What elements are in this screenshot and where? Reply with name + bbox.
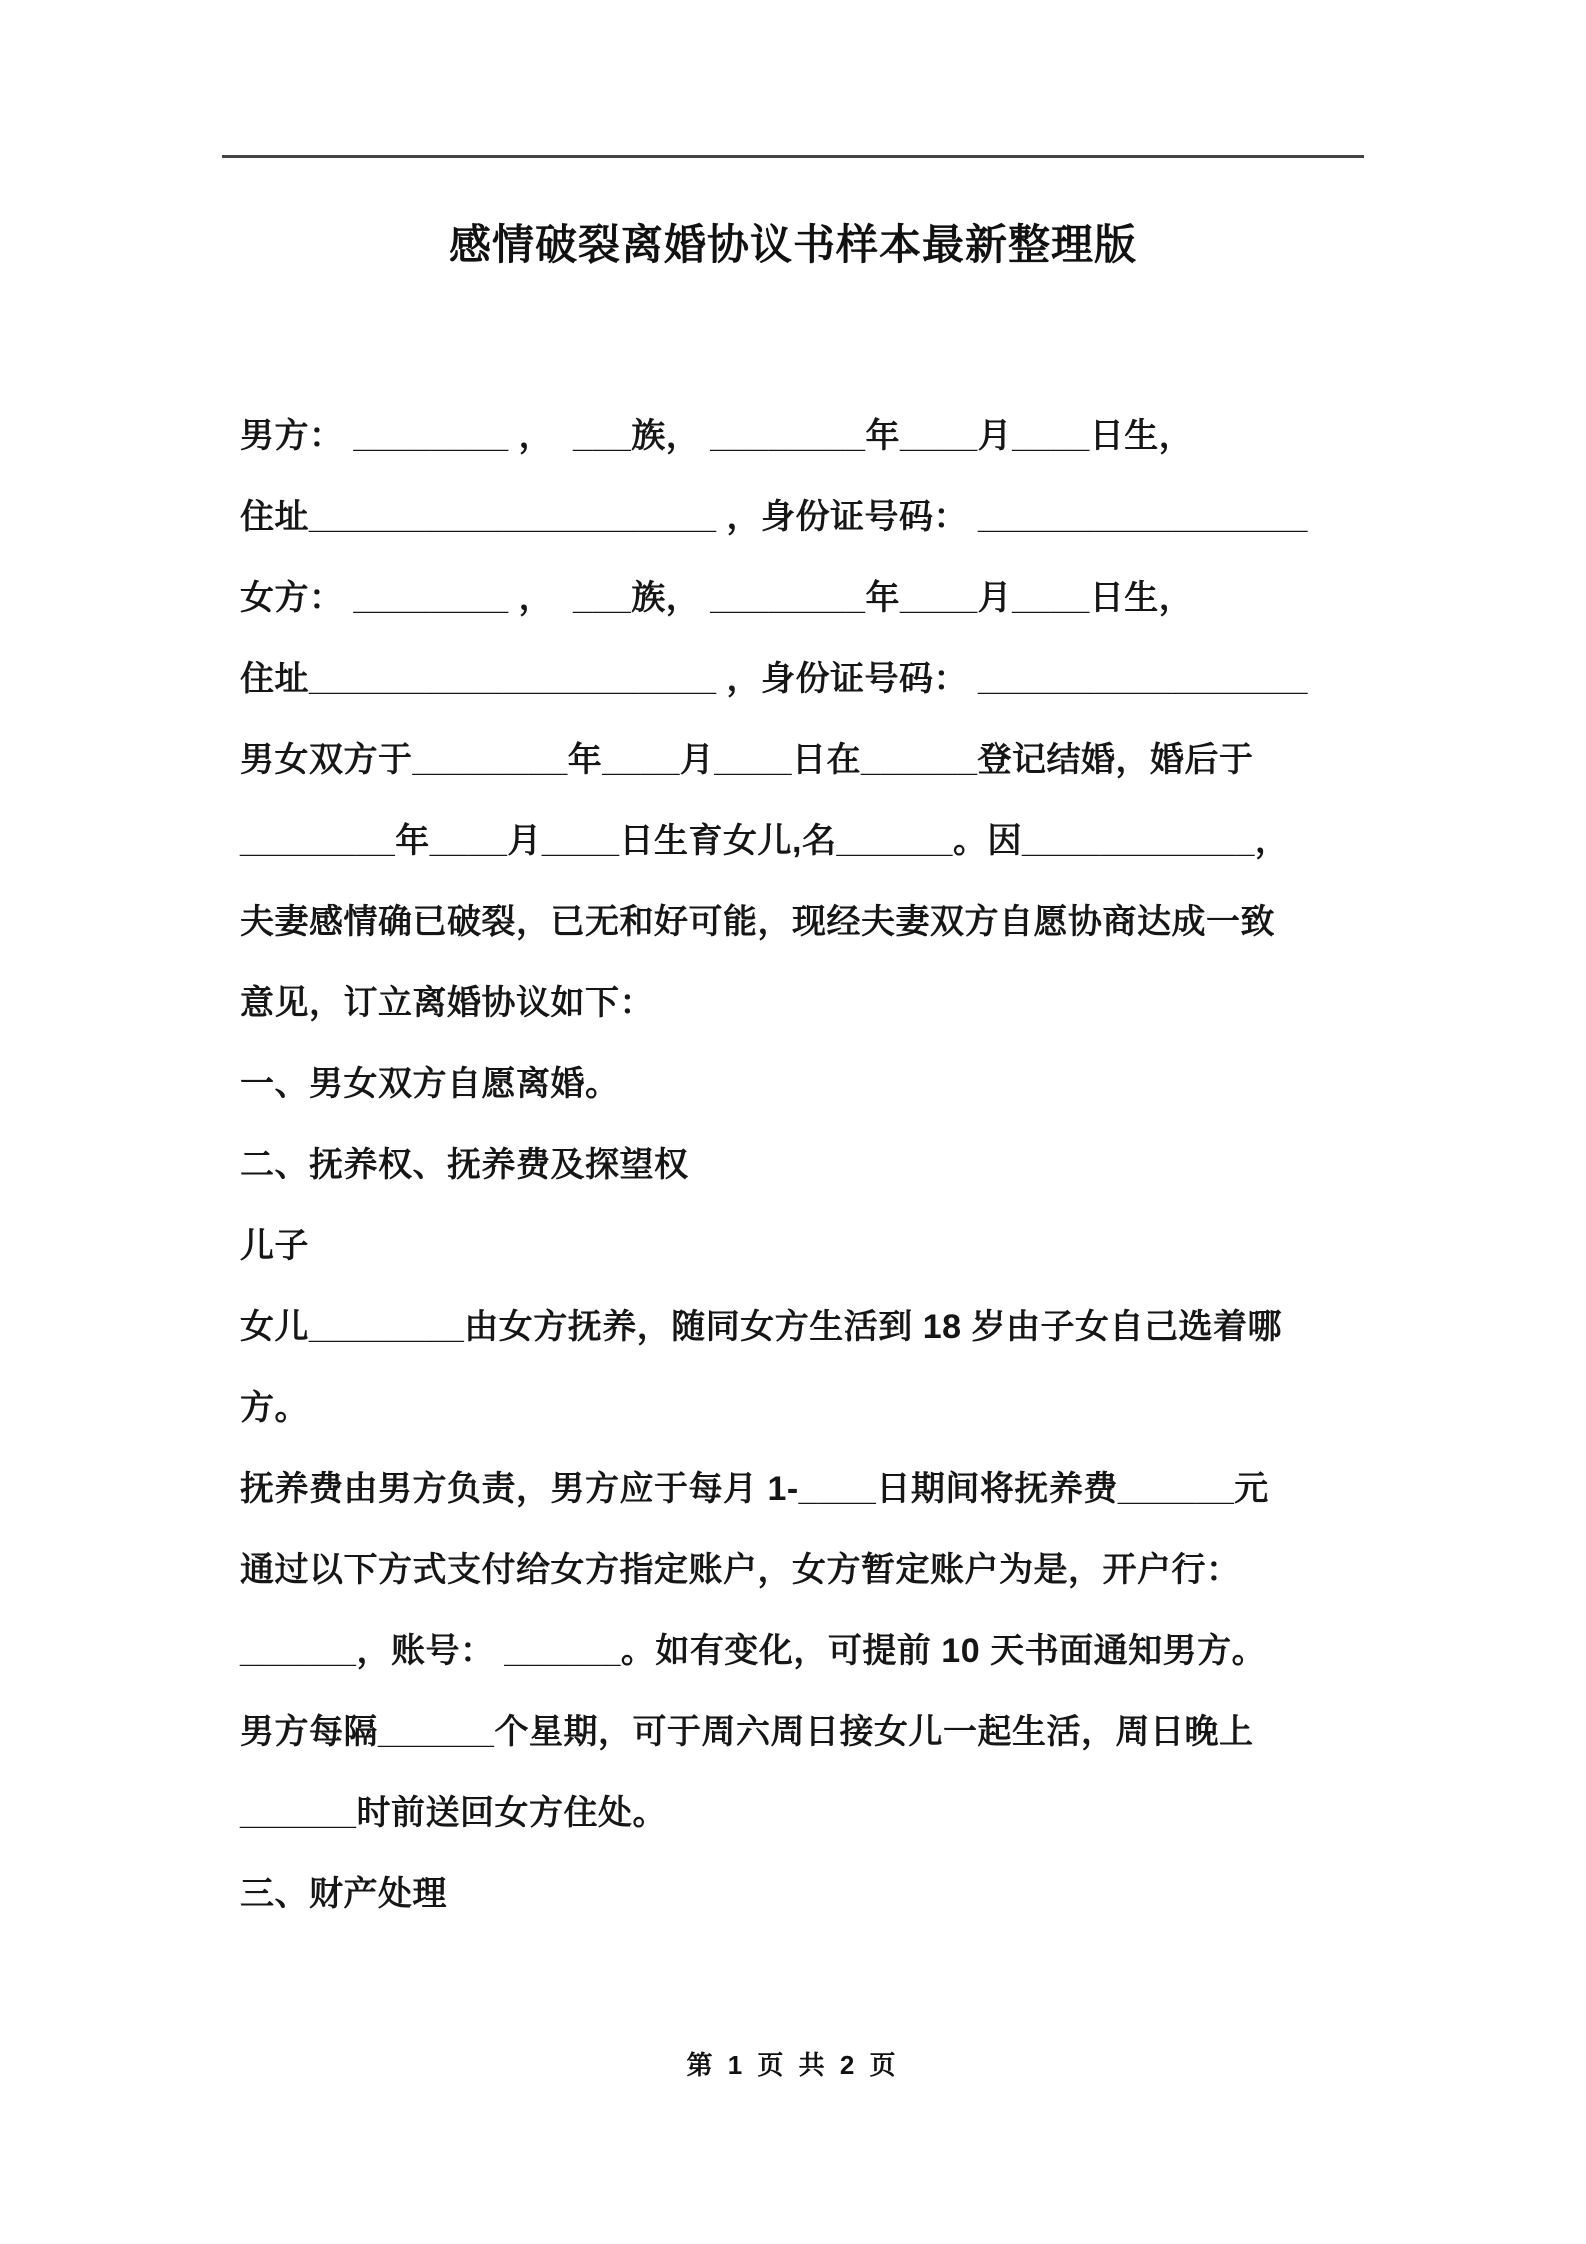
paragraph-line: 男女双方于________年____月____日在______登记结婚，婚后于	[240, 741, 1254, 779]
paragraph-line: 夫妻感情确已破裂，已无和好可能，现经夫妻双方自愿协商达成一致	[240, 903, 1275, 941]
page-number-footer: 第 1 页 共 2 页	[686, 2050, 900, 2080]
document-body	[240, 396, 1354, 1935]
paragraph-line: 抚养费由男方负责，男方应于每月 1-____日期间将抚养费______元	[240, 1470, 1269, 1508]
paragraph-line: ______，账号： ______。如有变化，可提前 10 天书面通知男方。	[240, 1632, 1267, 1670]
paragraph-line: 二、抚养权、抚养费及探望权	[240, 1146, 689, 1184]
paragraph-line: 女儿________由女方抚养，随同女方生活到 18 岁由子女自己选着哪	[240, 1308, 1282, 1346]
paragraph-line: 女方： ________ ， ___族， ________年____月____日生，	[240, 579, 1194, 617]
header-rule	[222, 155, 1364, 158]
paragraph-line: 一、男女双方自愿离婚。	[240, 1065, 620, 1103]
paragraph-line: 通过以下方式支付给女方指定账户，女方暂定账户为是，开户行：	[240, 1551, 1241, 1589]
paragraph-line: 男方： ________ ， ___族， ________年____月____日生，	[240, 417, 1194, 455]
paragraph-line: 男方每隔______个星期，可于周六周日接女儿一起生活，周日晚上	[240, 1713, 1254, 1751]
paragraph-line: 住址_____________________ ，身份证号码： _________________	[240, 498, 1308, 536]
paragraph-line: 三、财产处理	[240, 1875, 447, 1913]
document-title: 感情破裂离婚协议书样本最新整理版	[448, 221, 1137, 268]
paragraph-line: 方。	[240, 1389, 309, 1427]
paragraph-line: 住址_____________________ ，身份证号码： _________________	[240, 660, 1308, 698]
paragraph-line: ______时前送回女方住处。	[240, 1794, 667, 1832]
paragraph-line: 意见，订立离婚协议如下：	[240, 984, 654, 1022]
paragraph-line: ________年____月____日生育女儿,名______。因____________，	[240, 822, 1290, 860]
paragraph-line: 儿子	[240, 1227, 309, 1265]
